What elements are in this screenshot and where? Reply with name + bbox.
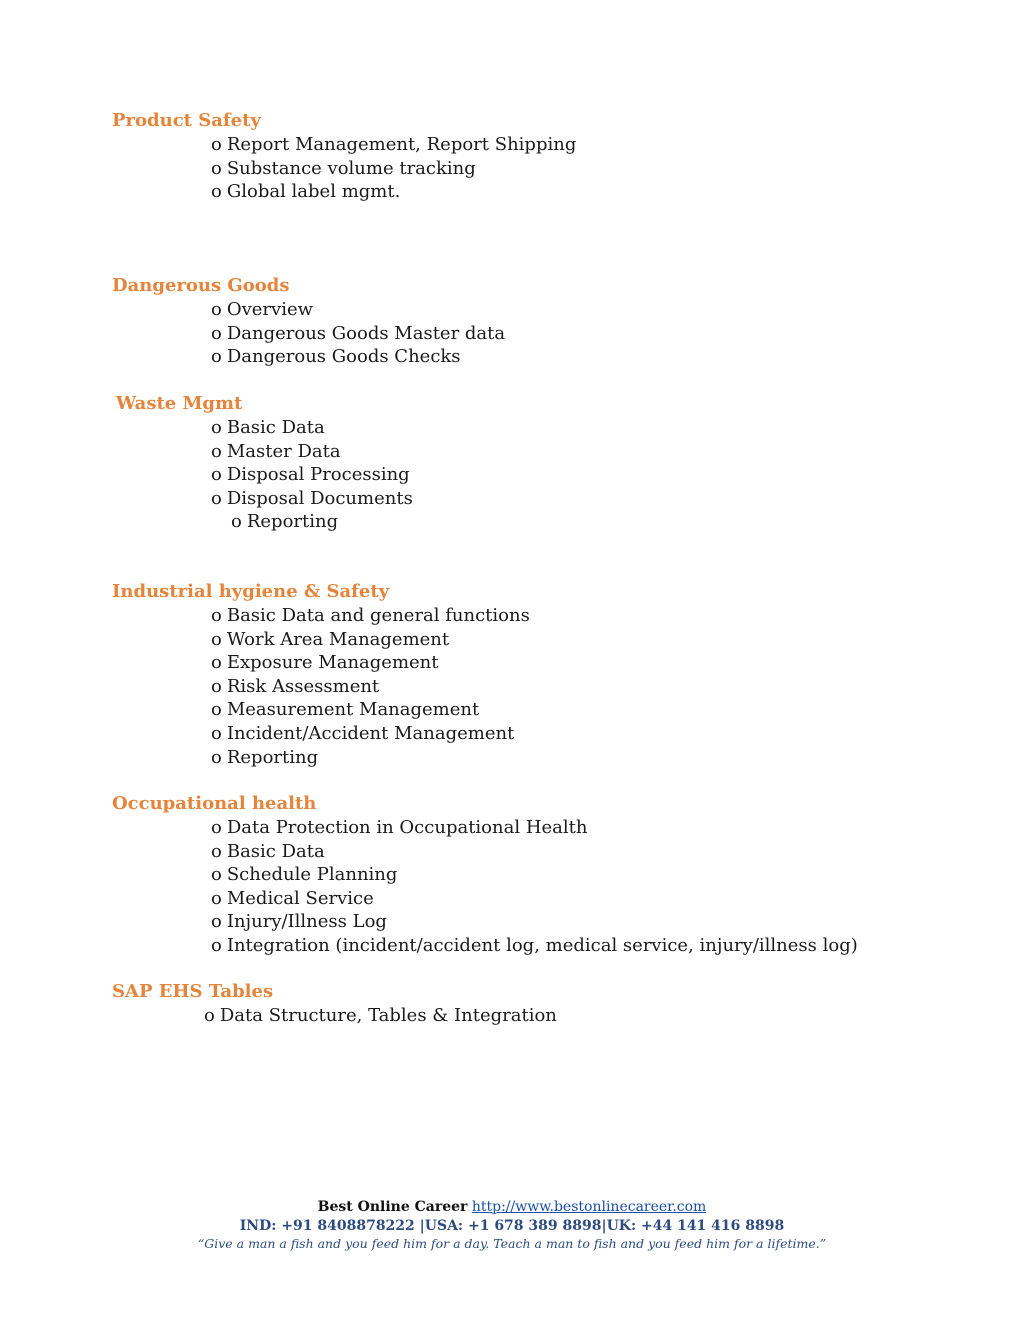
section-list — [116, 416, 413, 534]
bullet-marker: o — [211, 887, 222, 909]
bullet-marker: o — [211, 181, 222, 203]
bullet-marker: o — [231, 511, 242, 533]
bullet-marker: o — [211, 840, 222, 862]
section-occupational-health — [112, 792, 858, 958]
section-heading: Waste Mgmt — [116, 393, 243, 414]
list-item — [112, 1004, 557, 1028]
bullet-marker: o — [211, 628, 222, 650]
footer-brand-line — [0, 1198, 1024, 1217]
list-item — [112, 157, 576, 181]
bullet-marker: o — [211, 464, 222, 486]
list-item — [112, 887, 858, 911]
bullet-marker: o — [211, 346, 222, 368]
section-industrial-hygiene-safety — [112, 580, 530, 769]
list-item — [116, 463, 413, 487]
footer-contacts: IND: +91 8408878222 |USA: +1 678 389 8898|UK: +44 141 416 8898 — [239, 1218, 785, 1234]
bullet-marker: o — [211, 722, 222, 744]
list-item — [112, 910, 858, 934]
section-list — [112, 816, 858, 958]
section-sap-ehs-tables — [112, 980, 557, 1028]
section-dangerous-goods — [112, 274, 505, 369]
section-list — [112, 604, 530, 769]
list-item-text: Injury/Illness Log — [226, 911, 387, 933]
bullet-marker: o — [211, 911, 222, 933]
list-item-text: Reporting — [226, 746, 319, 768]
list-item — [112, 180, 576, 204]
section-list — [112, 133, 576, 204]
bullet-marker: o — [211, 299, 222, 320]
bullet-marker: o — [211, 746, 222, 768]
section-list — [112, 1004, 557, 1028]
list-item — [116, 510, 413, 534]
list-item — [112, 675, 530, 699]
bullet-marker: o — [211, 605, 222, 626]
list-item-text: Overview — [226, 299, 314, 320]
list-item — [112, 628, 530, 652]
list-item — [116, 440, 413, 464]
list-item-text: Reporting — [246, 511, 339, 533]
list-item — [112, 651, 530, 675]
list-item — [112, 698, 530, 722]
list-item — [112, 746, 530, 770]
list-item-text: Schedule Planning — [226, 864, 398, 886]
footer-brand: Best Online Career — [317, 1199, 468, 1215]
bullet-marker: o — [204, 1005, 215, 1026]
list-item — [116, 416, 413, 440]
list-item — [112, 863, 858, 887]
list-item-text: Disposal Processing — [226, 464, 410, 486]
section-heading: Industrial hygiene & Safety — [112, 581, 390, 602]
list-item-text: Integration (incident/accident log, medical service, injury/illness log) — [226, 934, 858, 956]
footer-website-link[interactable]: http://www.bestonlinecareer.com — [471, 1199, 707, 1215]
bullet-marker: o — [211, 934, 222, 956]
bullet-marker: o — [211, 417, 222, 438]
list-item-text: Dangerous Goods Checks — [226, 346, 461, 368]
bullet-marker: o — [211, 864, 222, 886]
bullet-marker: o — [211, 652, 222, 674]
section-heading: Dangerous Goods — [112, 275, 290, 296]
section-heading: SAP EHS Tables — [112, 981, 274, 1002]
list-item-text: Measurement Management — [226, 699, 480, 721]
bullet-marker: o — [211, 157, 222, 179]
list-item-text: Work Area Management — [226, 628, 450, 650]
bullet-marker: o — [211, 322, 222, 344]
list-item-text: Data Structure, Tables & Integration — [219, 1005, 557, 1026]
list-item-text: Basic Data and general functions — [226, 605, 530, 626]
list-item-text: Incident/Accident Management — [226, 722, 515, 744]
section-product-safety — [112, 109, 576, 204]
list-item-text: Medical Service — [226, 887, 374, 909]
list-item-text: Dangerous Goods Master data — [226, 322, 506, 344]
section-waste-mgmt — [116, 392, 413, 534]
section-heading: Product Safety — [112, 110, 261, 131]
list-item-text: Global label mgmt. — [226, 181, 401, 203]
list-item — [112, 840, 858, 864]
section-list — [112, 298, 505, 369]
list-item-text: Master Data — [226, 440, 341, 462]
list-item — [112, 934, 858, 958]
list-item-text: Substance volume tracking — [226, 157, 476, 179]
list-item-text: Exposure Management — [226, 652, 439, 674]
list-item-text: Basic Data — [226, 417, 325, 438]
bullet-marker: o — [211, 487, 222, 509]
footer-quote: “Give a man a fish and you feed him for a day. Teach a man to fish and you feed him for a lifetime.” — [197, 1236, 827, 1251]
list-item — [112, 816, 858, 840]
list-item — [112, 298, 505, 322]
bullet-marker: o — [211, 134, 222, 155]
list-item — [112, 133, 576, 157]
list-item — [116, 487, 413, 511]
list-item — [112, 722, 530, 746]
list-item-text: Risk Assessment — [226, 675, 380, 697]
section-heading: Occupational health — [112, 793, 317, 814]
list-item-text: Basic Data — [226, 840, 325, 862]
bullet-marker: o — [211, 699, 222, 721]
list-item — [112, 345, 505, 369]
bullet-marker: o — [211, 440, 222, 462]
list-item — [112, 322, 505, 346]
list-item-text: Data Protection in Occupational Health — [226, 817, 588, 838]
list-item-text: Disposal Documents — [226, 487, 413, 509]
list-item-text: Report Management, Report Shipping — [226, 134, 577, 155]
bullet-marker: o — [211, 817, 222, 838]
bullet-marker: o — [211, 675, 222, 697]
page-footer — [0, 1198, 1024, 1253]
list-item — [112, 604, 530, 628]
